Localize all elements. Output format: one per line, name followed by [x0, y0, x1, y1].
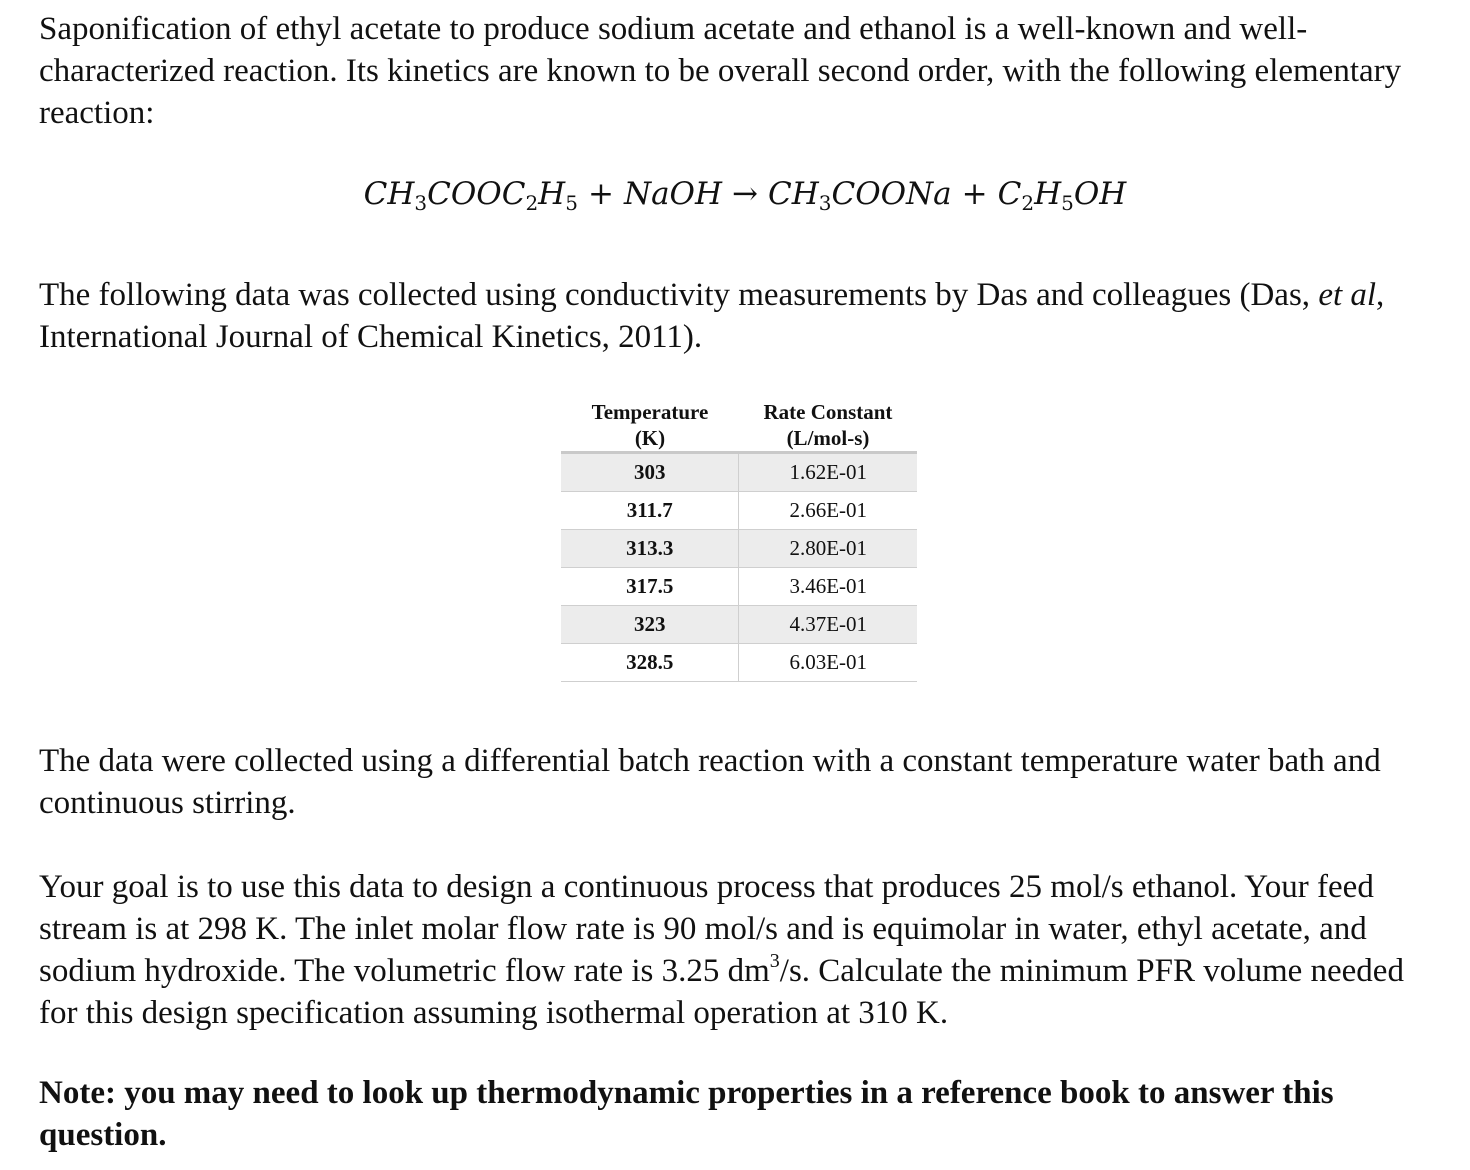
eq-arrow: → — [732, 176, 758, 212]
eq-subscript: 3 — [414, 191, 428, 215]
eq-subscript: 3 — [818, 191, 832, 215]
eq-term: CH — [363, 176, 415, 212]
table-row — [561, 568, 917, 606]
header-unit: (L/mol-s) — [786, 426, 870, 450]
temperature-cell: 311.7 — [561, 492, 739, 530]
goal-text: Your goal is to use this data to design a continuous process that produces 25 mol/s ethanol. Your feed stream is at 298 K. The inlet molar flow rate is 90 mol/s and is equimolar in water, ethyl acetate, and sodium hydroxide. The volumetric flow rate is 3.25 dm — [39, 869, 1374, 989]
table-row — [561, 453, 917, 492]
rate-constant-cell: 2.80E-01 — [739, 530, 917, 568]
eq-plus: + — [587, 176, 614, 212]
eq-term: COONa — [831, 176, 952, 212]
rate-constant-cell: 6.03E-01 — [739, 644, 917, 682]
data-source-text: The following data was collected using conductivity measurements by Das and colleagues (Das, — [39, 277, 1311, 313]
eq-subscript: 2 — [1021, 191, 1035, 215]
unit-exponent: 3 — [769, 950, 780, 972]
goal-paragraph — [39, 866, 1449, 1034]
temperature-cell: 313.3 — [561, 530, 739, 568]
eq-subscript: 2 — [525, 191, 539, 215]
eq-term: NaOH — [623, 176, 722, 212]
et-al-text: et al — [1318, 277, 1377, 313]
eq-term: CH — [767, 176, 819, 212]
temperature-cell: 303 — [561, 453, 739, 492]
intro-paragraph: Saponification of ethyl acetate to produce sodium acetate and ethanol is a well-known and well-characterized reaction. Its kinetics are known to be overall second order, with the following elementary reaction: — [39, 11, 1402, 131]
method-paragraph: The data were collected using a differential batch reaction with a constant temperature water bath and continuous stirring. — [39, 743, 1381, 821]
reaction-equation — [0, 172, 1470, 216]
data-source-paragraph — [39, 274, 1449, 358]
temperature-cell: 317.5 — [561, 568, 739, 606]
eq-term: COOC — [427, 176, 526, 212]
rate-constant-cell: 3.46E-01 — [739, 568, 917, 606]
rate-constant-cell: 2.66E-01 — [739, 492, 917, 530]
table-row — [561, 644, 917, 682]
table-header-row — [561, 397, 917, 453]
eq-term: H — [538, 176, 566, 212]
header-line: Temperature — [591, 400, 709, 424]
eq-subscript: 5 — [565, 191, 578, 215]
rate-constant-cell: 4.37E-01 — [739, 606, 917, 644]
eq-plus: + — [961, 176, 988, 212]
table-row — [561, 492, 917, 530]
eq-term: C — [997, 176, 1022, 212]
temperature-header — [561, 397, 739, 453]
header-line: Rate Constant — [763, 400, 893, 424]
note-paragraph: Note: you may need to look up thermodynamic properties in a reference book to answer this question. — [39, 1075, 1334, 1153]
goal-text-end: /s. Calculate the minimum PFR volume needed for this design specification assuming isothermal operation at 310 K. — [39, 953, 1404, 1031]
table-row — [561, 606, 917, 644]
eq-term: OH — [1073, 176, 1127, 212]
table-row — [561, 530, 917, 568]
eq-subscript: 5 — [1061, 191, 1074, 215]
eq-term: H — [1034, 176, 1062, 212]
temperature-cell: 323 — [561, 606, 739, 644]
rate-constant-table — [561, 397, 917, 682]
temperature-cell: 328.5 — [561, 644, 739, 682]
rate-constant-cell: 1.62E-01 — [739, 453, 917, 492]
data-source-citation: , International Journal of Chemical Kinetics, 2011). — [39, 277, 1385, 355]
rate-constant-header — [739, 397, 917, 453]
header-unit: (K) — [634, 426, 666, 450]
